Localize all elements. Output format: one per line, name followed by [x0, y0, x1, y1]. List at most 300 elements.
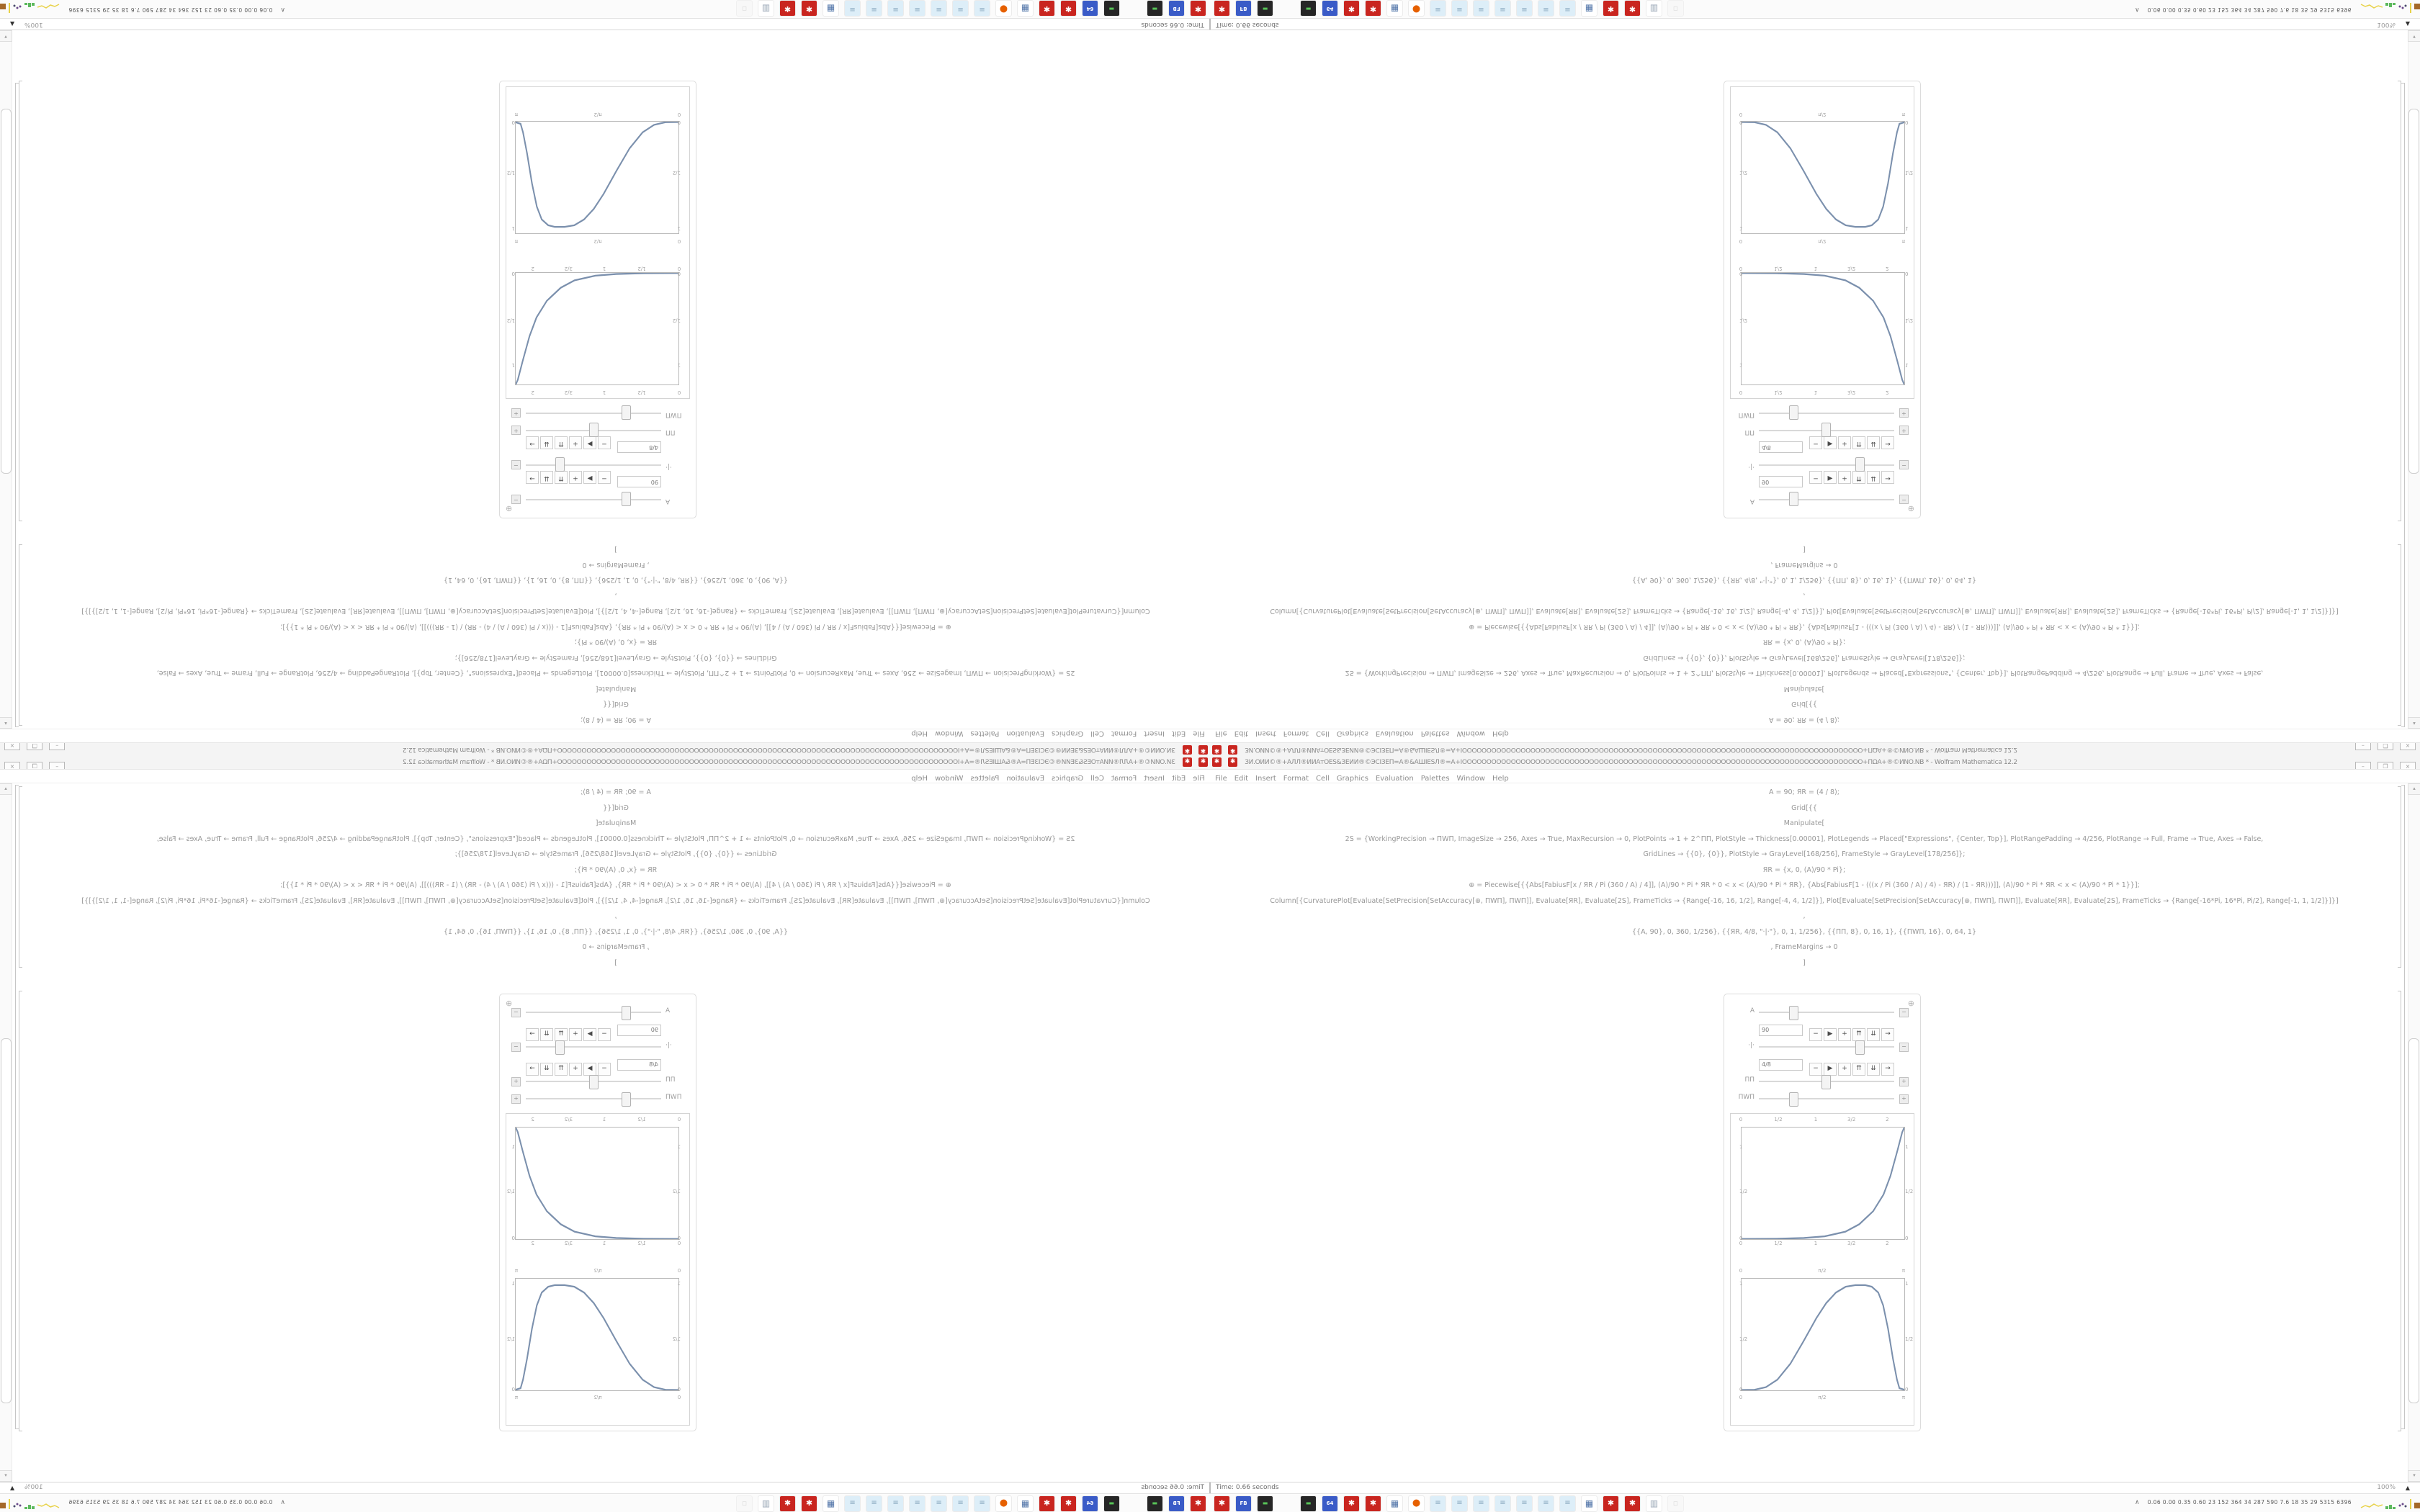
slider-thumb[interactable]: [622, 492, 631, 506]
cell-group-bracket[interactable]: [2404, 83, 2405, 727]
stp[interactable]: +: [1838, 1063, 1851, 1076]
minimize-button[interactable]: –: [2355, 762, 2371, 770]
notepad-icon[interactable]: ≡: [1451, 0, 1468, 17]
stp[interactable]: −: [598, 1063, 611, 1076]
tray-expand-icon[interactable]: ∧: [280, 6, 285, 13]
stp[interactable]: +: [1838, 471, 1851, 484]
gear-app-icon[interactable]: ✱: [801, 0, 817, 17]
restore-button[interactable]: ❐: [2378, 762, 2393, 770]
notepad-icon[interactable]: ≡: [844, 1495, 861, 1512]
notepad-icon[interactable]: ≡: [1473, 0, 1489, 17]
stp[interactable]: ⇊: [1867, 1063, 1880, 1076]
scroll-up-icon[interactable]: ▴: [0, 717, 12, 729]
slider-ПWП[interactable]: [526, 1098, 661, 1099]
slider-expand-toggle[interactable]: +: [1899, 426, 1909, 435]
firefox-icon[interactable]: ●: [1408, 0, 1425, 17]
stp[interactable]: +: [1838, 436, 1851, 449]
stp[interactable]: −: [1809, 471, 1822, 484]
cell-group-bracket[interactable]: [15, 785, 16, 1429]
window-title-bar[interactable]: [1210, 742, 2420, 756]
menu-item[interactable]: Insert: [1255, 775, 1276, 783]
notepad-icon[interactable]: ≡: [1473, 1495, 1489, 1512]
gear-app-icon[interactable]: ✱: [779, 1495, 796, 1512]
animation-controls: [1809, 1025, 1896, 1041]
magnification-menu-icon[interactable]: ▲: [10, 1485, 15, 1491]
notepad-icon[interactable]: ≡: [1559, 0, 1576, 17]
manipulate-options-icon[interactable]: ⊕: [1907, 999, 1914, 1008]
close-button[interactable]: ×: [2400, 742, 2416, 750]
mathematica-desktop: [1210, 0, 2420, 756]
function-plot: [1731, 90, 1914, 246]
scroll-up-icon[interactable]: ▴: [0, 783, 12, 795]
stp[interactable]: ⇊: [540, 436, 553, 449]
slider-thumb[interactable]: [1821, 1075, 1831, 1089]
stp[interactable]: ⇈: [555, 471, 568, 484]
slider-thumb[interactable]: [622, 1092, 631, 1107]
menu-item[interactable]: Help: [1492, 729, 1509, 737]
code-cell[interactable]: [1217, 541, 2391, 727]
cell-group-bracket[interactable]: [15, 83, 16, 727]
gear-app-icon[interactable]: ✱: [1365, 1495, 1381, 1512]
menu-item[interactable]: Evaluation: [1006, 729, 1045, 737]
stp[interactable]: ▶: [1824, 436, 1837, 449]
plot1-right-axis: [1905, 271, 1914, 385]
stp[interactable]: +: [1838, 1028, 1851, 1041]
notepad-icon[interactable]: ≡: [1430, 1495, 1446, 1512]
stp[interactable]: ⇈: [1852, 471, 1865, 484]
notepad-icon[interactable]: ≡: [1538, 1495, 1554, 1512]
stp[interactable]: +: [569, 436, 582, 449]
floppy-disk-icon[interactable]: 64: [1322, 0, 1338, 17]
menu-item[interactable]: Insert: [1144, 775, 1165, 783]
tray-expand-icon[interactable]: ∧: [2135, 6, 2140, 13]
animation-controls: [524, 436, 611, 453]
stp[interactable]: ⇈: [1852, 436, 1865, 449]
gear-app-icon[interactable]: ✱: [779, 0, 796, 17]
notepad-icon[interactable]: ≡: [887, 0, 904, 17]
menu-item[interactable]: Graphics: [1052, 775, 1084, 783]
menu-item[interactable]: Edit: [1234, 729, 1249, 737]
menu-item[interactable]: Graphics: [1336, 775, 1368, 783]
notepad-icon[interactable]: ≡: [887, 1495, 904, 1512]
menu-item[interactable]: File: [1193, 729, 1205, 737]
scrollbar-thumb[interactable]: [2408, 1038, 2419, 1403]
slider-thumb[interactable]: [622, 405, 631, 420]
xt: π: [1901, 238, 1906, 244]
restore-button[interactable]: ❐: [2378, 742, 2393, 750]
notepad-icon[interactable]: ≡: [1430, 0, 1446, 17]
slider-collapse-toggle[interactable]: −: [511, 1043, 521, 1052]
slider-thumb[interactable]: [1855, 457, 1865, 472]
stp[interactable]: ⇈: [555, 1063, 568, 1076]
floppy-disk-icon[interactable]: 64: [1082, 0, 1098, 17]
menu-item[interactable]: Graphics: [1336, 729, 1368, 737]
slider-thumb[interactable]: [555, 1040, 565, 1055]
terminal-app-icon[interactable]: ▬: [1147, 1495, 1163, 1512]
printer-icon[interactable]: ▥: [1646, 0, 1662, 17]
gear-app-icon[interactable]: ✱: [1624, 1495, 1641, 1512]
gear-app-icon[interactable]: ✱: [1343, 1495, 1360, 1512]
calculator-icon[interactable]: ▦: [1017, 0, 1034, 17]
slider-А[interactable]: [1759, 499, 1894, 500]
slider-collapse-toggle[interactable]: −: [1899, 495, 1909, 504]
minimize-button[interactable]: –: [49, 762, 65, 770]
slider-collapse-toggle[interactable]: −: [511, 495, 521, 504]
slider-thumb[interactable]: [1789, 1092, 1798, 1107]
terminal-app-icon[interactable]: ▬: [1257, 0, 1273, 17]
stp[interactable]: →: [1881, 436, 1894, 449]
slider-expand-toggle[interactable]: +: [511, 426, 521, 435]
magnification-menu-icon[interactable]: ▲: [10, 21, 15, 27]
calculator-icon[interactable]: ▦: [1581, 0, 1597, 17]
calculator-icon[interactable]: ▦: [1386, 0, 1403, 17]
slider-ЯR[interactable]: [1759, 1046, 1894, 1048]
manipulate-options-icon[interactable]: ⊕: [1907, 504, 1914, 513]
magnification-value[interactable]: 100%: [24, 1484, 43, 1491]
menu-item[interactable]: Evaluation: [1006, 775, 1045, 783]
code-cell[interactable]: [1217, 785, 2391, 971]
slider-ПП[interactable]: [1759, 430, 1894, 431]
notepad-icon[interactable]: ≡: [844, 0, 861, 17]
menu-item[interactable]: File: [1215, 729, 1227, 737]
gear-app-icon[interactable]: ✱: [1214, 0, 1230, 17]
inactive-app-icon[interactable]: ▫: [1667, 0, 1684, 17]
slider-ПWП[interactable]: [1759, 1098, 1894, 1099]
gear-app-icon[interactable]: ✱: [1039, 0, 1055, 17]
stp[interactable]: −: [1809, 1063, 1822, 1076]
manipulate-options-icon[interactable]: ⊕: [506, 504, 513, 513]
gear-app-icon[interactable]: ✱: [1060, 0, 1077, 17]
floppy-disk-icon[interactable]: 64: [1322, 1495, 1338, 1512]
minimize-button[interactable]: –: [2355, 742, 2371, 750]
stp[interactable]: −: [1809, 1028, 1822, 1041]
menu-item[interactable]: Cell: [1090, 729, 1104, 737]
code-cell[interactable]: [29, 541, 1203, 727]
scroll-down-icon[interactable]: ▾: [0, 30, 12, 42]
slider-label: ПWП: [1738, 411, 1754, 418]
slider-ПП[interactable]: [1759, 1081, 1894, 1082]
tray-expand-icon[interactable]: ∧: [2135, 1499, 2140, 1506]
slider-expand-toggle[interactable]: +: [1899, 1077, 1909, 1086]
menu-item[interactable]: File: [1193, 775, 1205, 783]
magnification-menu-icon[interactable]: ▲: [2405, 21, 2410, 27]
notepad-icon[interactable]: ≡: [1516, 0, 1533, 17]
slider-ПП[interactable]: [526, 1081, 661, 1082]
gear-app-icon[interactable]: ✱: [1060, 1495, 1077, 1512]
firefox-icon[interactable]: ●: [995, 1495, 1012, 1512]
stp[interactable]: ▶: [1824, 471, 1837, 484]
scrollbar-thumb[interactable]: [2408, 109, 2419, 474]
notepad-icon[interactable]: ≡: [1559, 1495, 1576, 1512]
notepad-icon[interactable]: ≡: [1494, 1495, 1511, 1512]
notepad-icon[interactable]: ≡: [909, 0, 926, 17]
notepad-icon[interactable]: ≡: [952, 1495, 969, 1512]
notepad-icon[interactable]: ≡: [974, 1495, 990, 1512]
taskbar-gap[interactable]: [1125, 0, 1142, 17]
stp[interactable]: ⇊: [540, 1028, 553, 1041]
menu-item[interactable]: Window: [935, 729, 964, 737]
menu-item[interactable]: File: [1215, 775, 1227, 783]
menu-item[interactable]: Window: [935, 775, 964, 783]
menu-item[interactable]: Insert: [1255, 729, 1276, 737]
menu-item[interactable]: Help: [911, 729, 928, 737]
menu-item[interactable]: Palettes: [970, 729, 1000, 737]
slider-ПП[interactable]: [526, 430, 661, 431]
stp[interactable]: −: [598, 436, 611, 449]
menu-item[interactable]: Format: [1111, 775, 1137, 783]
floppy-disk-icon[interactable]: FB: [1168, 1495, 1185, 1512]
gear-app-icon[interactable]: ✱: [1603, 0, 1619, 17]
stp[interactable]: →: [1881, 471, 1894, 484]
stp[interactable]: +: [569, 1028, 582, 1041]
floppy-disk-icon[interactable]: FB: [1235, 1495, 1252, 1512]
close-button[interactable]: ×: [2400, 762, 2416, 770]
printer-icon[interactable]: ▥: [1646, 1495, 1662, 1512]
stp[interactable]: ▶: [583, 1028, 596, 1041]
magnification-value[interactable]: 100%: [2377, 1484, 2396, 1491]
stp[interactable]: →: [1881, 1028, 1894, 1041]
manipulate-options-icon[interactable]: ⊕: [506, 999, 513, 1008]
slider-thumb[interactable]: [589, 1075, 599, 1089]
slider-ПWП[interactable]: [1759, 413, 1894, 414]
slider-thumb[interactable]: [1855, 1040, 1865, 1055]
menu-item[interactable]: Palettes: [970, 775, 1000, 783]
value-input[interactable]: 90: [1759, 1025, 1803, 1036]
notepad-icon[interactable]: ≡: [1451, 1495, 1468, 1512]
calculator-icon[interactable]: ▦: [823, 1495, 839, 1512]
window-title-bar[interactable]: [1210, 756, 2420, 770]
window-title-bar[interactable]: [0, 756, 1210, 770]
stp[interactable]: ⇊: [540, 471, 553, 484]
menu-item[interactable]: Graphics: [1052, 729, 1084, 737]
inactive-app-icon[interactable]: ▫: [736, 0, 753, 17]
close-button[interactable]: ×: [4, 762, 20, 770]
taskbar-gap[interactable]: [1278, 1495, 1295, 1512]
floppy-disk-icon[interactable]: 64: [1082, 1495, 1098, 1512]
stp[interactable]: ▶: [1824, 1063, 1837, 1076]
menu-item[interactable]: Help: [911, 775, 928, 783]
plot2-bottom-axis: [516, 1395, 679, 1403]
menu-item[interactable]: Palettes: [1420, 775, 1450, 783]
inactive-app-icon[interactable]: ▫: [736, 1495, 753, 1512]
value-input[interactable]: 4/8: [1759, 441, 1803, 453]
taskbar-gap[interactable]: [1125, 1495, 1142, 1512]
scroll-down-icon[interactable]: ▾: [0, 1470, 12, 1482]
cell-group-bracket[interactable]: [2404, 785, 2405, 1429]
ytick: 1: [1905, 1143, 1909, 1150]
stp[interactable]: −: [1809, 436, 1822, 449]
scrollbar-thumb[interactable]: [1, 109, 12, 474]
terminal-app-icon[interactable]: ▬: [1257, 1495, 1273, 1512]
value-input[interactable]: 4/8: [1759, 1059, 1803, 1071]
value-input[interactable]: 90: [617, 476, 661, 487]
slider-collapse-toggle[interactable]: −: [1899, 1008, 1909, 1017]
notepad-icon[interactable]: ≡: [1494, 0, 1511, 17]
gear-app-icon[interactable]: ✱: [1214, 1495, 1230, 1512]
stp[interactable]: ⇈: [1852, 1028, 1865, 1041]
stp[interactable]: −: [598, 471, 611, 484]
slider-thumb[interactable]: [622, 1006, 631, 1020]
notepad-icon[interactable]: ≡: [952, 0, 969, 17]
gear-app-icon[interactable]: ✱: [1603, 1495, 1619, 1512]
notepad-icon[interactable]: ≡: [931, 0, 947, 17]
gear-app-icon[interactable]: ✱: [1190, 1495, 1206, 1512]
slider-А[interactable]: [1759, 1012, 1894, 1013]
menu-item[interactable]: Format: [1111, 729, 1137, 737]
slider-thumb[interactable]: [1821, 423, 1831, 437]
notepad-icon[interactable]: ≡: [931, 1495, 947, 1512]
evaluation-time-status: Time: 0.66 seconds: [1210, 18, 1279, 30]
value-input[interactable]: 90: [1759, 476, 1803, 487]
terminal-app-icon[interactable]: ▬: [1103, 0, 1120, 17]
menu-item[interactable]: Edit: [1171, 729, 1186, 737]
slider-expand-toggle[interactable]: +: [1899, 1094, 1909, 1104]
stp[interactable]: →: [526, 436, 539, 449]
slider-ЯR[interactable]: [526, 464, 661, 466]
code-cell[interactable]: [29, 785, 1203, 971]
slider-collapse-toggle[interactable]: −: [511, 460, 521, 469]
scroll-down-icon[interactable]: ▾: [2408, 30, 2420, 42]
menu-item[interactable]: Evaluation: [1375, 775, 1414, 783]
firefox-icon[interactable]: ●: [1408, 1495, 1425, 1512]
stp[interactable]: ⇊: [1867, 471, 1880, 484]
floppy-disk-icon[interactable]: FB: [1235, 0, 1252, 17]
restore-button[interactable]: ❐: [27, 742, 42, 750]
notepad-icon[interactable]: ≡: [1538, 0, 1554, 17]
slider-expand-toggle[interactable]: +: [511, 1094, 521, 1104]
magnification-value[interactable]: 100%: [24, 21, 43, 28]
slider-collapse-toggle[interactable]: −: [511, 1008, 521, 1017]
close-button[interactable]: ×: [4, 742, 20, 750]
xt: 2: [1886, 266, 1889, 271]
stp[interactable]: →: [526, 1063, 539, 1076]
menu-item[interactable]: Window: [1456, 775, 1485, 783]
stp[interactable]: →: [1881, 1063, 1894, 1076]
menu-item[interactable]: Insert: [1144, 729, 1165, 737]
scroll-up-icon[interactable]: ▴: [2408, 717, 2420, 729]
stp[interactable]: −: [598, 1028, 611, 1041]
gear-app-icon[interactable]: ✱: [1624, 0, 1641, 17]
slider-collapse-toggle[interactable]: −: [1899, 1043, 1909, 1052]
menu-item[interactable]: Window: [1456, 729, 1485, 737]
stp[interactable]: ▶: [583, 1063, 596, 1076]
calculator-icon[interactable]: ▦: [1581, 1495, 1597, 1512]
notepad-icon[interactable]: ≡: [866, 1495, 882, 1512]
stp[interactable]: ▶: [583, 436, 596, 449]
value-input[interactable]: 4/8: [617, 441, 661, 453]
gear-app-icon[interactable]: ✱: [801, 1495, 817, 1512]
stp[interactable]: ⇊: [540, 1063, 553, 1076]
stp[interactable]: →: [526, 471, 539, 484]
firefox-icon[interactable]: ●: [995, 0, 1012, 17]
code-line: {{А, 90}, 0, 360, 1/256}, {{ЯR, 4/8, "·|·"}, 0, 1, 1/256}, {{ПП, 8}, 0, 16, 1}, {{ПWП, 16}, 0, 64, 1}: [1631, 927, 1977, 936]
terminal-app-icon[interactable]: ▬: [1147, 0, 1163, 17]
scroll-down-icon[interactable]: ▾: [2408, 1470, 2420, 1482]
restore-button[interactable]: ❐: [27, 762, 42, 770]
slider-thumb[interactable]: [589, 423, 599, 437]
printer-icon[interactable]: ▥: [758, 0, 774, 17]
stp[interactable]: ⇊: [1867, 436, 1880, 449]
plot1-top-axis: [1741, 1117, 1904, 1125]
slider-thumb[interactable]: [1789, 1006, 1798, 1020]
stp[interactable]: ▶: [583, 471, 596, 484]
menu-item[interactable]: Palettes: [1420, 729, 1450, 737]
menu-item[interactable]: Edit: [1171, 775, 1186, 783]
stp[interactable]: ⇈: [555, 436, 568, 449]
stp[interactable]: →: [526, 1028, 539, 1041]
inactive-app-icon[interactable]: ▫: [1667, 1495, 1684, 1512]
slider-thumb[interactable]: [1789, 492, 1798, 506]
slider-expand-toggle[interactable]: +: [1899, 408, 1909, 418]
gear-app-icon[interactable]: ✱: [1039, 1495, 1055, 1512]
gear-app-icon[interactable]: ✱: [1365, 0, 1381, 17]
magnification-menu-icon[interactable]: ▲: [2405, 1485, 2410, 1491]
slider-expand-toggle[interactable]: +: [511, 408, 521, 418]
gear-window-icon: ✱: [1198, 757, 1208, 767]
slider-expand-toggle[interactable]: +: [511, 1077, 521, 1086]
notepad-icon[interactable]: ≡: [974, 0, 990, 17]
notepad-icon[interactable]: ≡: [909, 1495, 926, 1512]
terminal-app-icon[interactable]: ▬: [1300, 1495, 1317, 1512]
window-title-bar[interactable]: [0, 742, 1210, 756]
stp[interactable]: ⇈: [555, 1028, 568, 1041]
stp[interactable]: ⇊: [1867, 1028, 1880, 1041]
menu-item[interactable]: Evaluation: [1375, 729, 1414, 737]
slider-А[interactable]: [526, 499, 661, 500]
gear-app-icon[interactable]: ✱: [1190, 0, 1206, 17]
menu-item[interactable]: Cell: [1316, 729, 1330, 737]
stp[interactable]: ⇈: [1852, 1063, 1865, 1076]
tray-expand-icon[interactable]: ∧: [280, 1499, 285, 1506]
value-input[interactable]: 4/8: [617, 1059, 661, 1071]
stp[interactable]: +: [569, 471, 582, 484]
stp[interactable]: ▶: [1824, 1028, 1837, 1041]
slider-ПWП[interactable]: [526, 413, 661, 414]
calculator-icon[interactable]: ▦: [823, 0, 839, 17]
taskbar-gap[interactable]: [1278, 0, 1295, 17]
printer-icon[interactable]: ▥: [758, 1495, 774, 1512]
slider-thumb[interactable]: [1789, 405, 1798, 420]
slider-collapse-toggle[interactable]: −: [1899, 460, 1909, 469]
notepad-icon[interactable]: ≡: [866, 0, 882, 17]
notepad-icon[interactable]: ≡: [1516, 1495, 1533, 1512]
menu-item[interactable]: Edit: [1234, 775, 1249, 783]
gear-app-icon[interactable]: ✱: [1343, 0, 1360, 17]
menu-item[interactable]: Help: [1492, 775, 1509, 783]
minimize-button[interactable]: –: [49, 742, 65, 750]
scroll-up-icon[interactable]: ▴: [2408, 783, 2420, 795]
menu-item[interactable]: Format: [1283, 775, 1309, 783]
window-title: ЗИ.ОИИ©®+АЛЛ®ИИАтОЕS&ЗЕИИ®©ЭСIЗЕП=А®&АШIЕSЛ®=А+IОООООООООООООООООООООООООООООООООООООООООООООООООООООООООООООООООООООООООООООООООО+ПΩА+®©ИNO.NB * - Wolfram Mathematica 12.2: [403, 746, 1175, 753]
magnification-value[interactable]: 100%: [2377, 21, 2396, 28]
value-input[interactable]: 90: [617, 1025, 661, 1036]
menu-item[interactable]: Cell: [1316, 775, 1330, 783]
floppy-disk-icon[interactable]: FB: [1168, 0, 1185, 17]
menu-item[interactable]: Cell: [1090, 775, 1104, 783]
slider-А[interactable]: [526, 1012, 661, 1013]
slider-ЯR[interactable]: [1759, 464, 1894, 466]
scrollbar-thumb[interactable]: [1, 1038, 12, 1403]
calculator-icon[interactable]: ▦: [1386, 1495, 1403, 1512]
slider-thumb[interactable]: [555, 457, 565, 472]
xt: 1: [602, 390, 606, 395]
terminal-app-icon[interactable]: ▬: [1300, 0, 1317, 17]
slider-ЯR[interactable]: [526, 1046, 661, 1048]
stp[interactable]: +: [569, 1063, 582, 1076]
calculator-icon[interactable]: ▦: [1017, 1495, 1034, 1512]
menu-item[interactable]: Format: [1283, 729, 1309, 737]
terminal-app-icon[interactable]: ▬: [1103, 1495, 1120, 1512]
